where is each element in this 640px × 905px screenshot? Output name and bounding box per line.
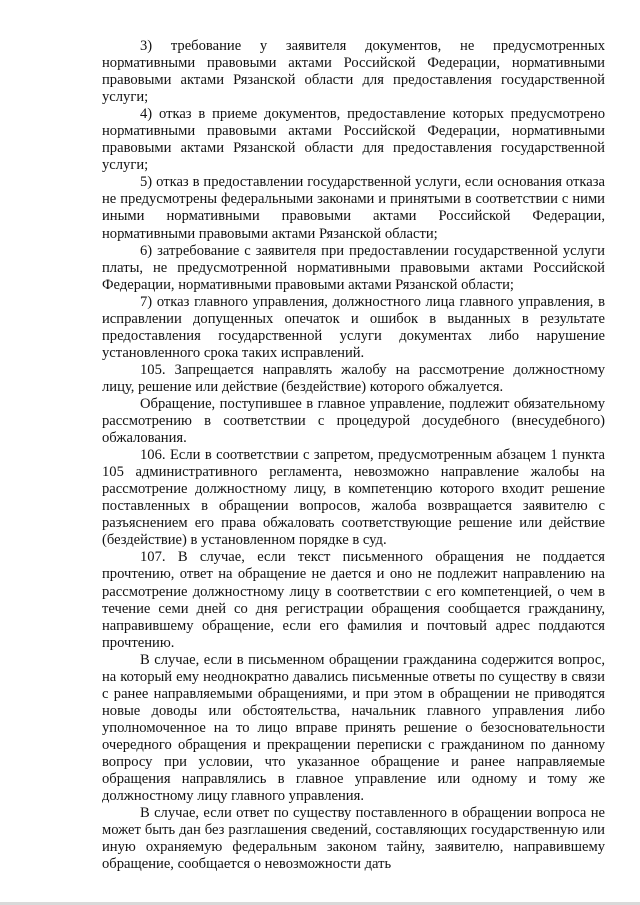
paragraph-complaint-review: Обращение, поступившее в главное управление, подлежит обязательному рассмотрению в соответствии с процедурой досудебного (внесудебного) обжалования. [102,395,605,447]
paragraph-repeated-appeal: В случае, если в письменном обращении гражданина содержится вопрос, на который ему неоднократно давались письменные ответы по существу в связи с ранее направляемыми обращениями, и при этом в обращении не приводятся новые доводы или обстоятельства, начальник главного управления либо уполномоченное на то лицо вправе принять решение о безосновательности очередного обращения и прекращении переписки с гражданином по данному вопросу при условии, что указанное обращение и ранее направляемые обращения направлялись в главное управление или одному и тому же должностному лицу главного управления. [102,651,605,805]
paragraph-item-5: 5) отказ в предоставлении государственной услуги, если основания отказа не предусмотрены федеральными законами и принятыми в соответствии с ними иными нормативными правовыми актами Российской Федерации, нормативными правовыми актами Рязанской области; [102,174,605,242]
paragraph-item-3: 3) требование у заявителя документов, не предусмотренных нормативными правовыми актами Российской Федерации, нормативными правовыми актами Рязанской области для предоставления государственной услуги; [102,38,605,106]
paragraph-item-4: 4) отказ в приеме документов, предоставление которых предусмотрено нормативными правовыми актами Российской Федерации, нормативными правовыми актами Рязанской области для предоставления государственной услуги; [102,106,605,174]
paragraph-item-7: 7) отказ главного управления, должностного лица главного управления, в исправлении допущенных опечаток и ошибок в выданных в результате предоставления государственной услуги документах либо нарушение установленного срока таких исправлений. [102,293,605,361]
paragraph-107: 107. В случае, если текст письменного обращения не поддается прочтению, ответ на обращение не дается и оно не подлежит направлению на рассмотрение должностному лицу в соответствии с его компетенцией, о чем в течение семи дней со дня регистрации обращения сообщается гражданину, направившему обращение, если его фамилия и почтовый адрес поддаются прочтению. [102,549,605,651]
paragraph-state-secret: В случае, если ответ по существу поставленного в обращении вопроса не может быть дан без разглашения сведений, составляющих государственную или иную охраняемую федеральным законом тайну, заявителю, направившему обращение, сообщается о невозможности дать [102,805,605,873]
paragraph-item-6: 6) затребование с заявителя при предоставлении государственной услуги платы, не предусмотренной нормативными правовыми актами Российской Федерации, нормативными правовыми актами Рязанской области; [102,242,605,293]
document-page [102,38,605,873]
paragraph-106: 106. Если в соответствии с запретом, предусмотренным абзацем 1 пункта 105 административного регламента, невозможно направление жалобы на рассмотрение должностному лицу, в компетенцию которого входит решение поставленных в обращении вопросов, жалоба возвращается заявителю с разъяснением его права обжаловать соответствующие решение или действие (бездействие) в установленном порядке в суд. [102,447,605,549]
paragraph-105: 105. Запрещается направлять жалобу на рассмотрение должностному лицу, решение или действие (бездействие) которого обжалуется. [102,361,605,395]
